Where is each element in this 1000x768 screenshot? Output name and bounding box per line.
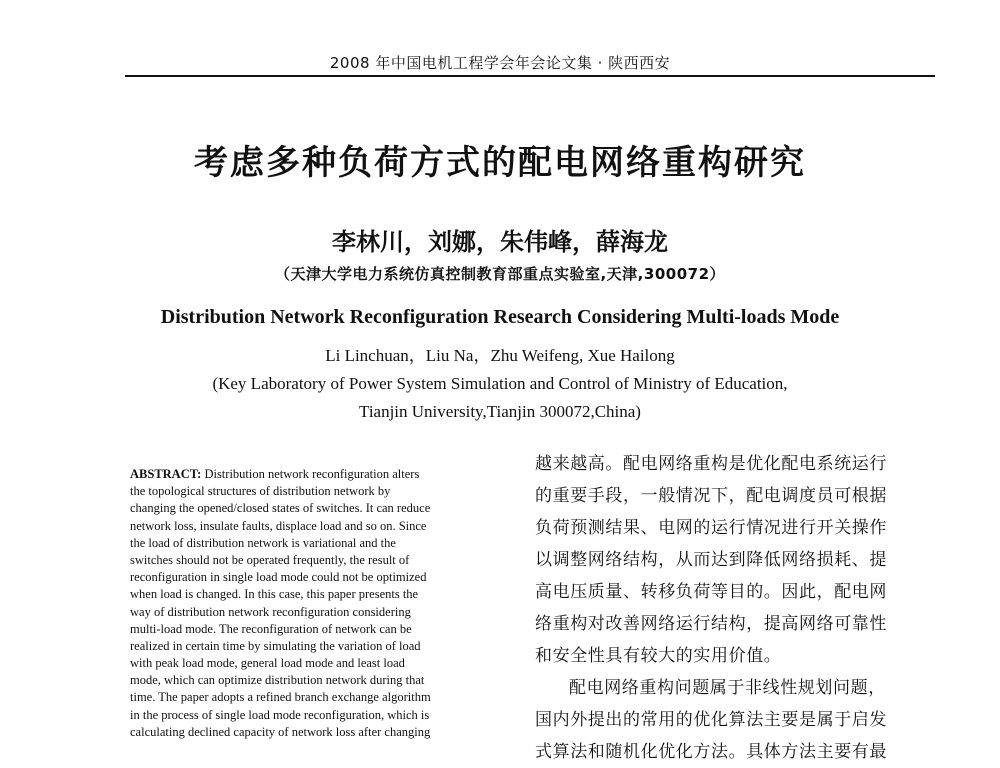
abstract-line: reconfiguration in single load mode could not be optimized (130, 570, 427, 585)
abstract-line: the topological structures of distribution network by (130, 484, 391, 499)
abstract-line: mode, which can optimize distribution network during that (130, 673, 425, 688)
body-text-column (535, 448, 897, 768)
body-line: 国内外提出的常用的优化算法主要是属于启发 (535, 710, 887, 730)
running-header: 2008 年中国电机工程学会年会论文集 · 陕西西安 (329, 54, 671, 72)
abstract-line: calculating declined capacity of network loss after changing (130, 724, 431, 739)
chinese-authors: 李林川，刘娜，朱伟峰，薛海龙 (332, 228, 668, 256)
abstract-line: multi-load mode. The reconfiguration of network can be (130, 621, 412, 636)
abstract-line: with peak load mode, general load mode and least load (130, 656, 405, 671)
abstract-line: time. The paper adopts a refined branch exchange algorithm (130, 690, 431, 705)
abstract-line: in the process of single load mode reconfiguration, which is (130, 707, 430, 722)
abstract-line: the load of distribution network is variational and the (130, 535, 396, 550)
abstract-line: when load is changed. In this case, this paper presents the (130, 587, 419, 602)
english-affiliation (0, 370, 1000, 426)
english-title: Distribution Network Reconfiguration Research Considering Multi-loads Mode (160, 306, 840, 328)
abstract-line: switches should not be operated frequently, the result of (130, 552, 410, 567)
english-affiliation-line: Tianjin University,Tianjin 300072,China) (359, 402, 641, 421)
body-line: 负荷预测结果、电网的运行情况进行开关操作 (535, 518, 887, 538)
abstract-line: way of distribution network reconfiguration considering (130, 604, 411, 619)
chinese-title: 考虑多种负荷方式的配电网络重构研究 (194, 143, 806, 183)
english-authors: Li Linchuan，Liu Na，Zhu Weifeng, Xue Hailong (325, 346, 675, 365)
body-line: 越来越高。配电网络重构是优化配电系统运行 (535, 454, 887, 474)
abstract-column (130, 466, 504, 741)
body-line: 以调整网络结构，从而达到降低网络损耗、提 (535, 550, 887, 570)
body-line: 配电网络重构问题属于非线性规划问题， (569, 678, 886, 698)
abstract-line (130, 466, 504, 483)
abstract-line: realized in certain time by simulating the variation of load (130, 638, 421, 653)
english-affiliation-line: (Key Laboratory of Power System Simulation and Control of Ministry of Education, (212, 374, 788, 393)
body-line: 的重要手段，一般情况下，配电调度员可根据 (535, 486, 887, 506)
abstract-line-text: Distribution network reconfiguration alters (201, 467, 420, 481)
body-line: 和安全性具有较大的实用价值。 (535, 646, 782, 666)
chinese-affiliation: （天津大学电力系统仿真控制教育部重点实验室,天津,300072） (274, 265, 726, 283)
abstract-line: changing the opened/closed states of switches. It can reduce (130, 501, 431, 516)
body-line: 式算法和随机化优化方法。具体方法主要有最 (535, 742, 887, 762)
abstract-label: ABSTRACT: (130, 467, 202, 481)
abstract-line: network loss, insulate faults, displace load and so on. Since (130, 518, 427, 533)
body-line: 络重构对改善网络运行结构，提高网络可靠性 (535, 614, 887, 634)
body-line: 高电压质量、转移负荷等目的。因此，配电网 (535, 582, 887, 602)
header-rule (125, 75, 935, 77)
